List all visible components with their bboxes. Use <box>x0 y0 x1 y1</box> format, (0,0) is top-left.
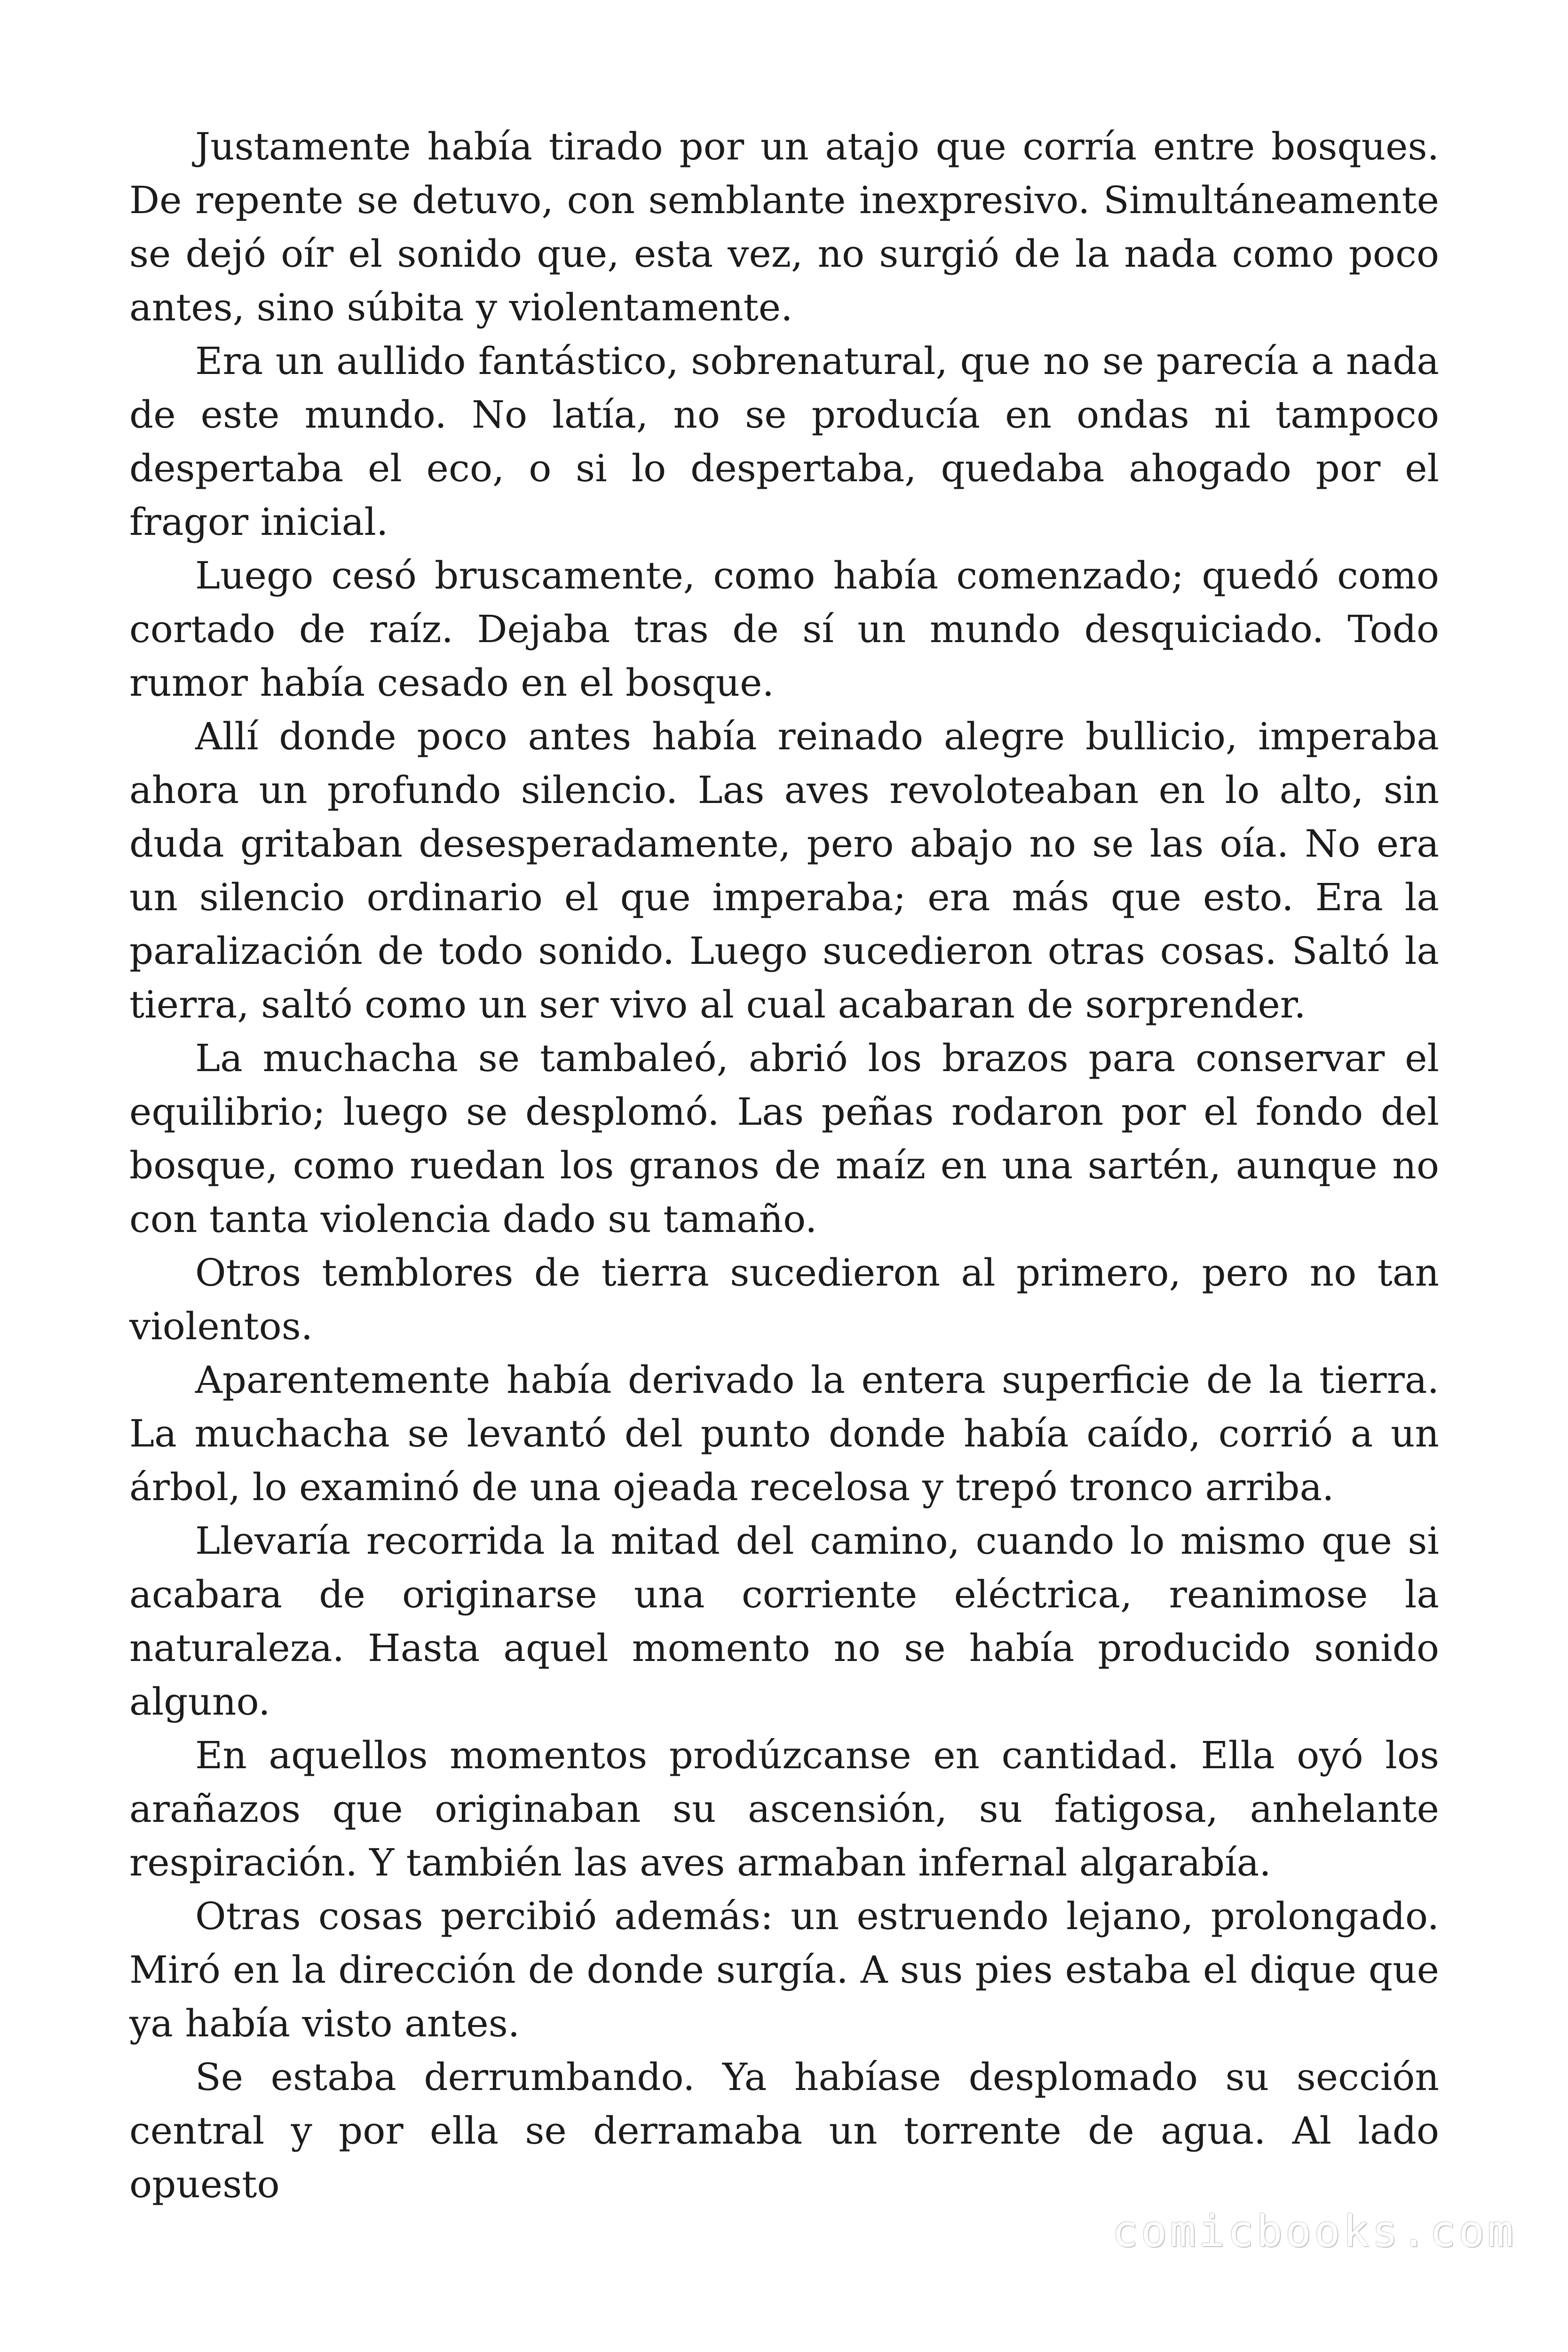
watermark: comicbooks.com <box>1112 2206 1516 2257</box>
paragraph: Aparentemente había derivado la entera superficie de la tierra. La muchacha se levantó del punto donde había caído, corrió a un árbol, lo examinó de una ojeada recelosa y trepó tronco arriba. <box>129 1358 1439 1509</box>
paragraph: Era un aullido fantástico, sobrenatural, que no se parecía a nada de este mundo. No latía, no se producía en ondas ni tampoco despertaba el eco, o si lo despertaba, quedaba ahogado por el fragor inicial. <box>129 339 1439 544</box>
paragraph: Luego cesó bruscamente, como había comenzado; quedó como cortado de raíz. Dejaba tras de sí un mundo desquiciado. Todo rumor había cesado en el bosque. <box>129 554 1439 705</box>
page-body-text <box>129 120 1439 2211</box>
paragraph: En aquellos momentos prodúzcanse en cantidad. Ella oyó los arañazos que originaban su ascensión, su fatigosa, anhelante respiración. Y también las aves armaban infernal algarabía. <box>129 1733 1439 1884</box>
paragraph: Otras cosas percibió además: un estruendo lejano, prolongado. Miró en la dirección de donde surgía. A sus pies estaba el dique que ya había visto antes. <box>129 1894 1439 2045</box>
paragraph: La muchacha se tambaleó, abrió los brazos para conservar el equilibrio; luego se desplomó. Las peñas rodaron por el fondo del bosque, como ruedan los granos de maíz en una sartén, aunque no con tanta violencia dado su tamaño. <box>129 1036 1439 1241</box>
paragraph: Allí donde poco antes había reinado alegre bullicio, imperaba ahora un profundo silencio. Las aves revoloteaban en lo alto, sin duda gritaban desesperadamente, pero abajo no se las oía. No era un silencio ordinario el que imperaba; era más que esto. Era la paralización de todo sonido. Luego sucedieron otras cosas. Saltó la tierra, saltó como un ser vivo al cual acabaran de sorprender. <box>129 715 1439 1026</box>
paragraph: Llevaría recorrida la mitad del camino, cuando lo mismo que si acabara de originarse una corriente eléctrica, reanimose la naturaleza. Hasta aquel momento no se había producido sonido alguno. <box>129 1519 1439 1724</box>
paragraph: Se estaba derrumbando. Ya habíase desplomado su sección central y por ella se derramaba un torrente de agua. Al lado opuesto <box>129 2055 1439 2206</box>
paragraph: Justamente había tirado por un atajo que corría entre bosques. De repente se detuvo, con semblante inexpresivo. Simultáneamente se dejó oír el sonido que, esta vez, no surgió de la nada como poco antes, sino súbita y violentamente. <box>129 125 1439 329</box>
paragraph: Otros temblores de tierra sucedieron al primero, pero no tan violentos. <box>129 1251 1439 1348</box>
